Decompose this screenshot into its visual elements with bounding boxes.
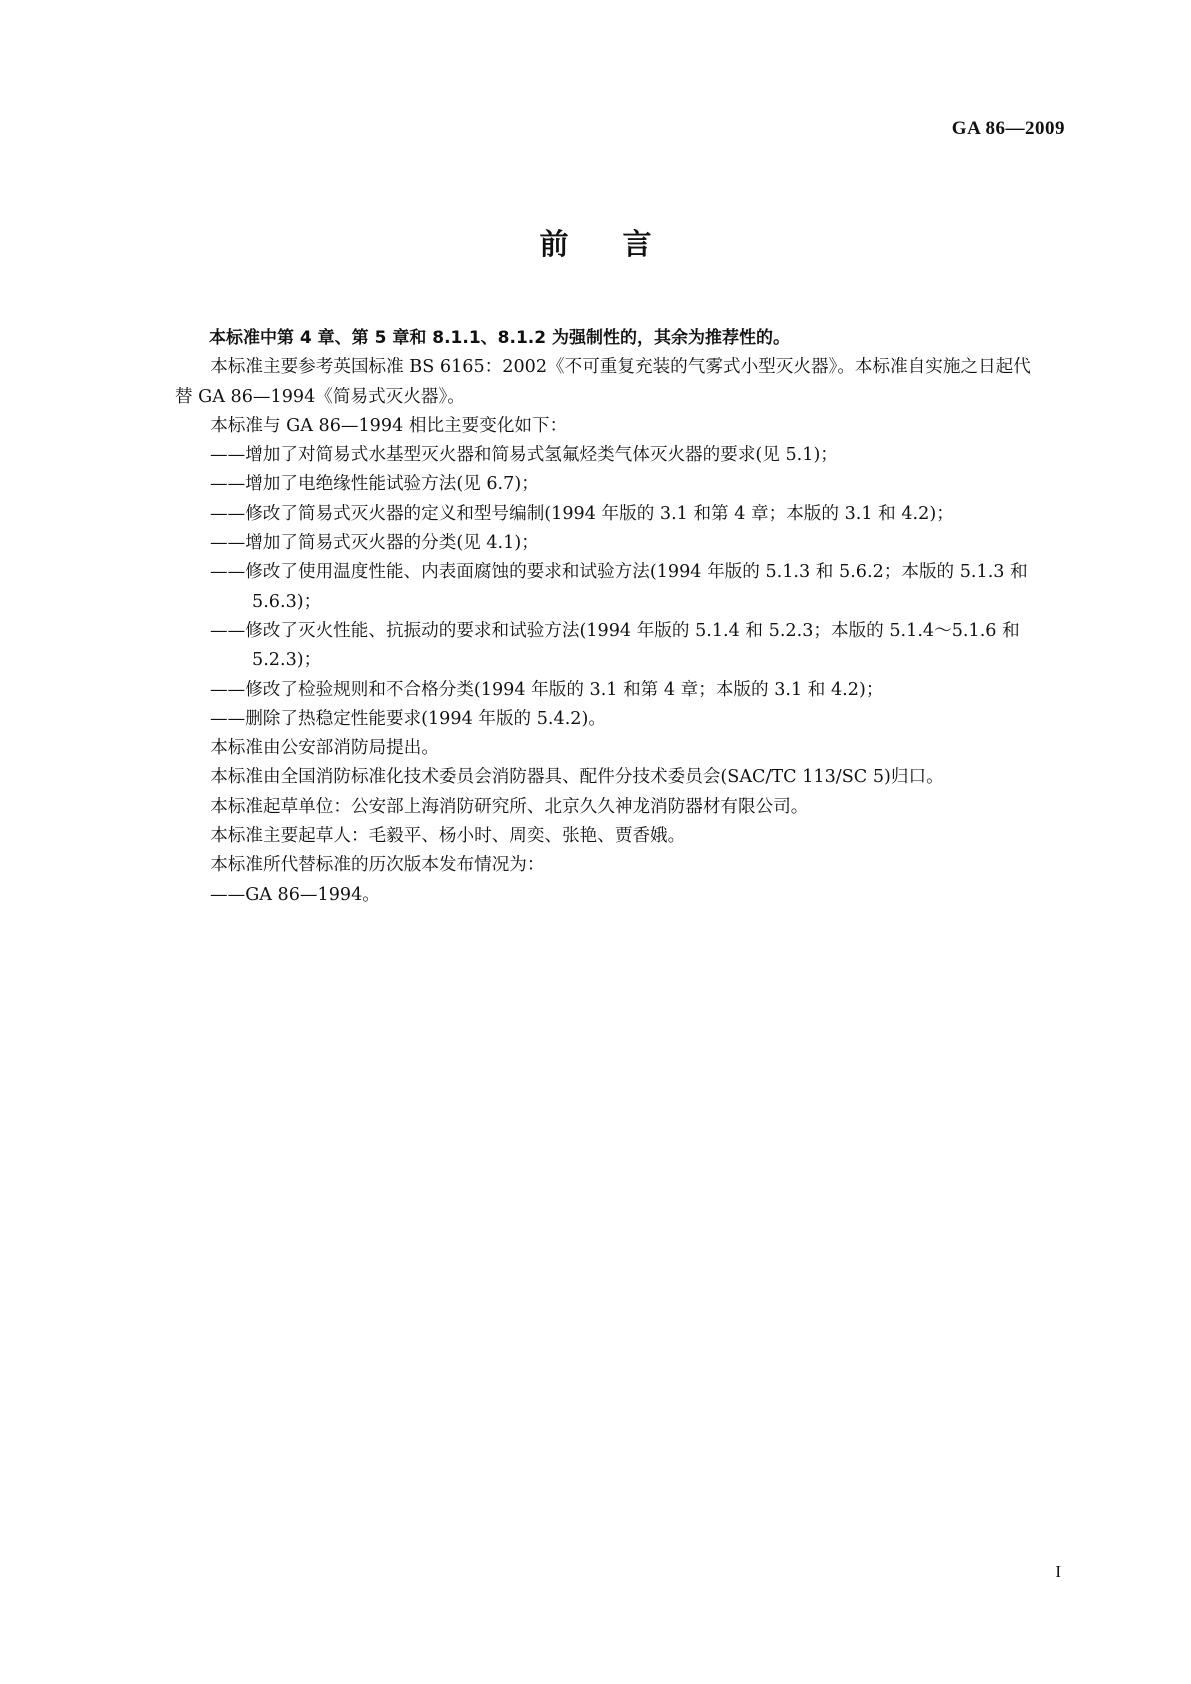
page-title: 前言	[539, 227, 706, 261]
list-item: ——GA 86—1994。	[210, 884, 380, 905]
list-item: ——增加了简易式灭火器的分类(见 4.1)；	[210, 533, 539, 554]
list-item: ——修改了简易式灭火器的定义和型号编制(1994 年版的 3.1 和第 4 章；本版的 3.1 和 4.2)；	[210, 503, 954, 524]
changes-intro-paragraph: 本标准与 GA 86—1994 相比主要变化如下：	[210, 415, 568, 436]
mandatory-clause-paragraph: 本标准中第 4 章、第 5 章和 8.1.1、8.1.2 为强制性的，其余为推荐性的。	[209, 328, 790, 348]
drafters-paragraph: 本标准主要起草人：毛毅平、杨小时、周奕、张艳、贾香娥。	[210, 826, 686, 847]
foreword-body	[175, 324, 1047, 910]
list-item: ——修改了使用温度性能、内表面腐蚀的要求和试验方法(1994 年版的 5.1.3 和 5.6.2；本版的 5.1.3 和 5.6.3)；	[210, 562, 1028, 612]
list-item: ——修改了灭火性能、抗振动的要求和试验方法(1994 年版的 5.1.4 和 5.2.3；本版的 5.1.4～5.1.6 和 5.2.3)；	[210, 620, 1020, 671]
proposed-by-paragraph: 本标准由公安部消防局提出。	[210, 738, 439, 759]
drafting-units-paragraph: 本标准起草单位：公安部上海消防研究所、北京久久神龙消防器材有限公司。	[210, 796, 809, 817]
list-item: ——修改了检验规则和不合格分类(1994 年版的 3.1 和第 4 章；本版的 3.1 和 4.2)；	[210, 679, 884, 700]
changes-list	[175, 441, 1047, 734]
list-item: ——增加了对简易式水基型灭火器和简易式氢氟烃类气体灭火器的要求(见 5.1)；	[210, 445, 838, 466]
history-list	[175, 881, 1047, 910]
list-item: ——增加了电绝缘性能试验方法(见 6.7)；	[210, 474, 539, 495]
reference-paragraph: 本标准主要参考英国标准 BS 6165：2002《不可重复充装的气雾式小型灭火器》。本标准自实施之日起代替 GA 86—1994《简易式灭火器》。	[175, 357, 1031, 407]
list-item: ——删除了热稳定性能要求(1994 年版的 5.4.2)。	[210, 708, 606, 729]
history-intro-paragraph: 本标准所代替标准的历次版本发布情况为：	[210, 855, 545, 876]
managed-by-paragraph: 本标准由全国消防标准化技术委员会消防器具、配件分技术委员会(SAC/TC 113/SC 5)归口。	[210, 767, 944, 788]
standard-number: GA 86—2009	[951, 118, 1065, 139]
page-number: I	[1055, 1562, 1061, 1581]
